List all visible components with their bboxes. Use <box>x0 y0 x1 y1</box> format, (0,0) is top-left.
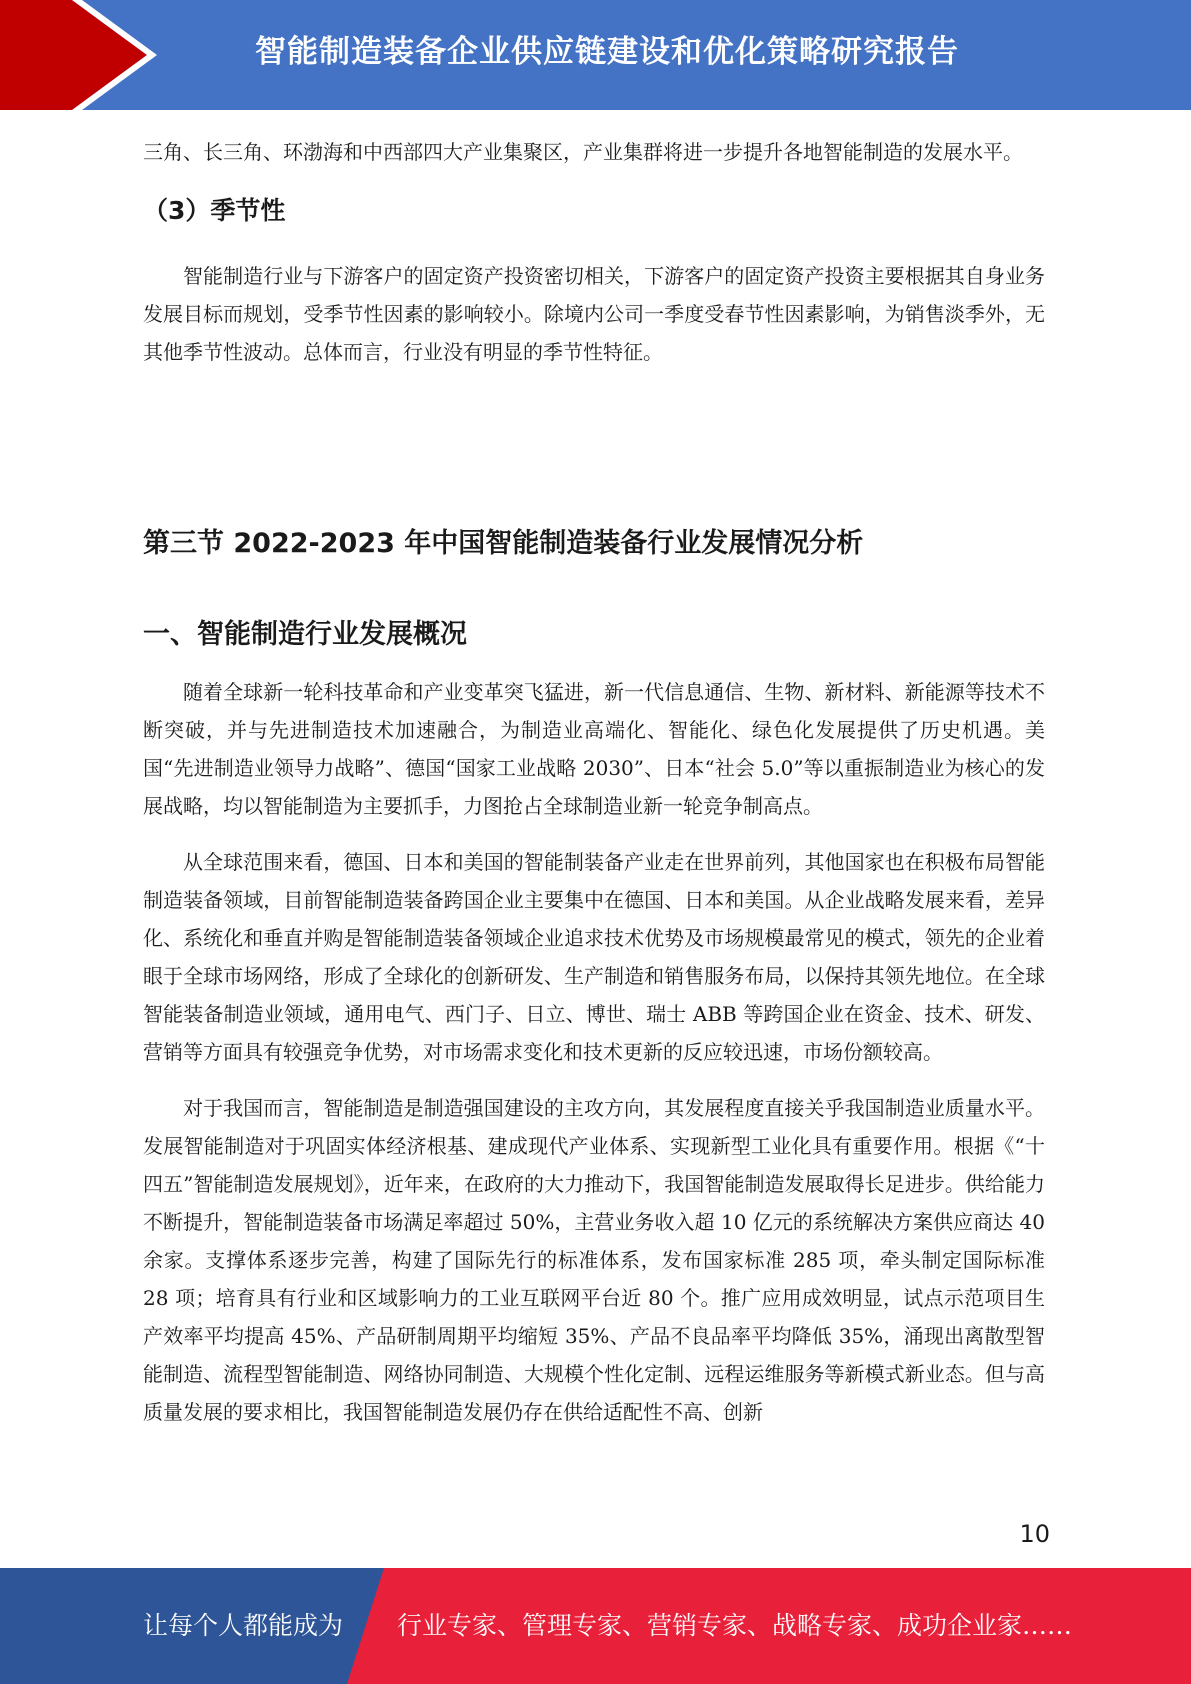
paragraph-global-landscape: 从全球范围来看，德国、日本和美国的智能制装备产业走在世界前列，其他国家也在积极布局智能制造装备领域，目前智能制造装备跨国企业主要集中在德国、日本和美国。从企业战略发展来看，差异化、系统化和垂直并购是智能制造装备领域企业追求技术优势及市场规模最常见的模式，领先的企业着眼于全球市场网络，形成了全球化的创新研发、生产制造和销售服务布局，以保持其领先地位。在全球智能装备制造业领域，通用电气、西门子、日立、博世、瑞士 ABB 等跨国企业在资金、技术、研发、营销等方面具有较强竞争优势，对市场需求变化和技术更新的反应较迅速，市场份额较高。 <box>143 850 1045 1064</box>
footer-slogan-right: 行业专家、管理专家、营销专家、战略专家、成功企业家…… <box>397 1611 1073 1640</box>
page-header <box>0 0 1191 110</box>
report-title: 智能制造装备企业供应链建设和优化策略研究报告 <box>255 34 959 70</box>
page-number: 10 <box>1019 1520 1050 1548</box>
paragraph-global-revolution: 随着全球新一轮科技革命和产业变革突飞猛进，新一代信息通信、生物、新材料、新能源等技术不断突破，并与先进制造技术加速融合，为制造业高端化、智能化、绿色化发展提供了历史机遇。美国“先进制造业领导力战略”、德国“国家工业战略 2030”、日本“社会 5.0”等以重振制造业为核心的发展战略，均以智能制造为主要抓手，力图抢占全球制造业新一轮竞争制高点。 <box>143 680 1045 818</box>
section-title: 第三节 2022-2023 年中国智能制造装备行业发展情况分析 <box>143 528 864 559</box>
seasonality-paragraph: 智能制造行业与下游客户的固定资产投资密切相关，下游客户的固定资产投资主要根据其自身业务发展目标而规划，受季节性因素的影响较小。除境内公司一季度受春节性因素影响，为销售淡季外，无其他季节性波动。总体而言，行业没有明显的季节性特征。 <box>143 264 1045 364</box>
paragraph-china-development: 对于我国而言，智能制造是制造强国建设的主攻方向，其发展程度直接关乎我国制造业质量水平。发展智能制造对于巩固实体经济根基、建成现代产业体系、实现新型工业化具有重要作用。根据《“十四五”智能制造发展规划》，近年来，在政府的大力推动下，我国智能制造发展取得长足进步。供给能力不断提升，智能制造装备市场满足率超过 50%，主营业务收入超 10 亿元的系统解决方案供应商达 40 余家。支撑体系逐步完善，构建了国际先行的标准体系，发布国家标准 285 项，牵头制定国际标准 28 项；培育具有行业和区域影响力的工业互联网平台近 80 个。推广应用成效明显，试点示范项目生产效率平均提高 45%、产品研制周期平均缩短 35%、产品不良品率平均降低 35%，涌现出离散型智能制造、流程型智能制造、网络协同制造、大规模个性化定制、远程运维服务等新模式新业态。但与高质量发展的要求相比，我国智能制造发展仍存在供给适配性不高、创新 <box>143 1096 1045 1424</box>
page-content <box>143 133 1045 1431</box>
footer-slogan-left: 让每个人都能成为 <box>143 1611 344 1640</box>
intro-paragraph: 三角、长三角、环渤海和中西部四大产业集聚区，产业集群将进一步提升各地智能制造的发展水平。 <box>143 140 1023 164</box>
overview-heading: 一、智能制造行业发展概况 <box>143 619 467 650</box>
subheading-seasonality: （3）季节性 <box>143 196 286 225</box>
page-footer <box>0 1568 1191 1684</box>
